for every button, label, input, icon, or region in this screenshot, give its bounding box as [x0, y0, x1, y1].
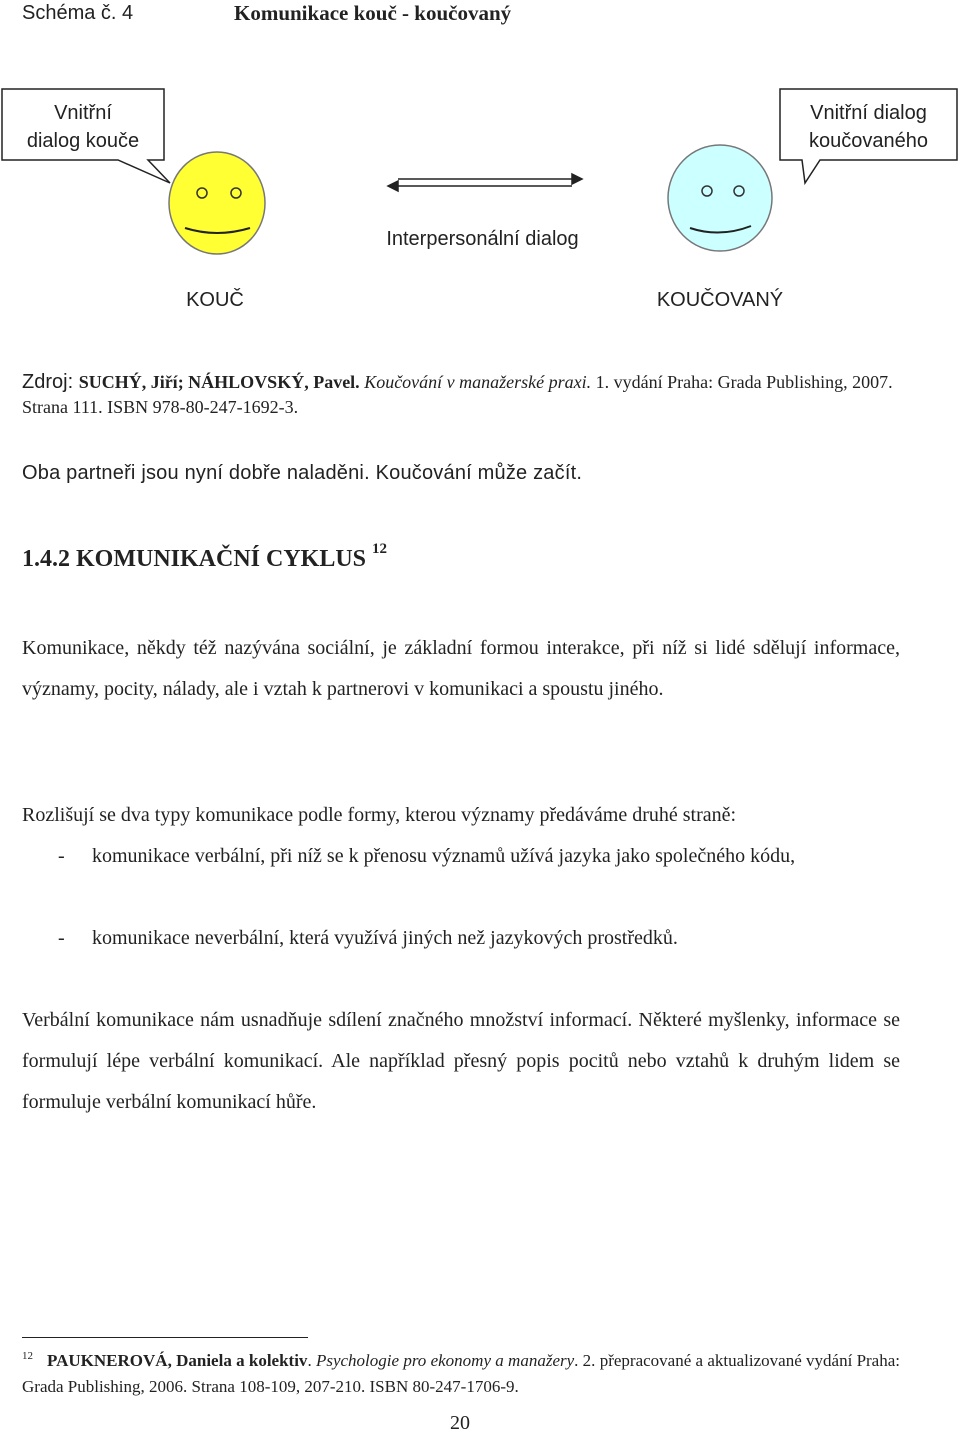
interpersonal-dialog-label: Interpersonální dialog	[386, 228, 579, 250]
source-title: Koučování v manažerské praxi.	[364, 372, 592, 392]
coachee-smiley-icon	[668, 145, 772, 251]
source-details: 1. vydání Praha: Grada Publishing, 2007. Strana 111. ISBN 978-80-247-1692-3.	[22, 372, 893, 417]
footnote-authors: PAUKNEROVÁ, Daniela a kolektiv	[47, 1351, 308, 1370]
footnote-divider	[22, 1337, 308, 1338]
list-dash: -	[58, 927, 65, 949]
footnote-separator: .	[307, 1351, 316, 1370]
section-heading-text: 1.4.2 KOMUNIKAČNÍ CYKLUS	[22, 546, 367, 572]
paragraph-communication-types: Rozlišují se dva typy komunikace podle formy, kterou významy předáváme druhé straně:	[22, 804, 737, 826]
footnote-number: 12	[22, 1350, 33, 1362]
communication-diagram	[0, 80, 960, 330]
list-dash: -	[58, 845, 65, 867]
diagram-source	[22, 370, 922, 420]
list-item-text: komunikace neverbální, která využívá jiných než jazykových prostředků.	[92, 927, 678, 949]
source-label: Zdroj:	[22, 371, 79, 393]
double-arrow-icon	[388, 174, 582, 191]
footnote-reference: 12	[372, 541, 388, 557]
footnote-title: Psychologie pro ekonomy a manažery	[315, 1351, 575, 1370]
page-number: 20	[450, 1412, 470, 1434]
coach-bubble-text: Vnitřní dialog kouče	[26, 102, 140, 152]
schema-title: Komunikace kouč - koučovaný	[234, 1, 512, 25]
coach-label: KOUČ	[186, 289, 244, 311]
section-heading	[22, 541, 388, 573]
schema-number: Schéma č. 4	[22, 2, 134, 24]
paragraph-verbal-communication: Verbální komunikace nám usnadňuje sdílení značného množství informací. Některé myšlenky, informace se formulují lépe verbální komunikací. Ale například přesný popis pocitů nebo vztahů k druhým lidem se formuluje verbální komunikací hůře.	[22, 1009, 900, 1113]
coachee-bubble-text: Vnitřní dialog koučovaného	[809, 102, 928, 152]
paragraph-communication-definition: Komunikace, někdy též nazývána sociální, je základní formou interakce, při níž si lidé sdělují informace, významy, pocity, nálady, ale i vztah k partnerovi v komunikaci a spoustu jiného.	[22, 637, 900, 700]
footnote	[22, 1349, 900, 1399]
coachee-label: KOUČOVANÝ	[656, 289, 784, 311]
list-item-text: komunikace verbální, při níž se k přenosu významů užívá jazyka jako společného kódu,	[92, 845, 796, 867]
source-authors: SUCHÝ, Jiří; NÁHLOVSKÝ, Pavel.	[78, 372, 360, 392]
footnote-details: . 2. přepracované a aktualizované vydání Praha: Grada Publishing, 2006. Strana 108-109, 207-210. ISBN 80-247-1706-9.	[22, 1351, 900, 1396]
intro-sentence: Oba partneři jsou nyní dobře naladěni. Koučování může začít.	[22, 462, 583, 484]
coach-smiley-icon	[169, 152, 265, 254]
